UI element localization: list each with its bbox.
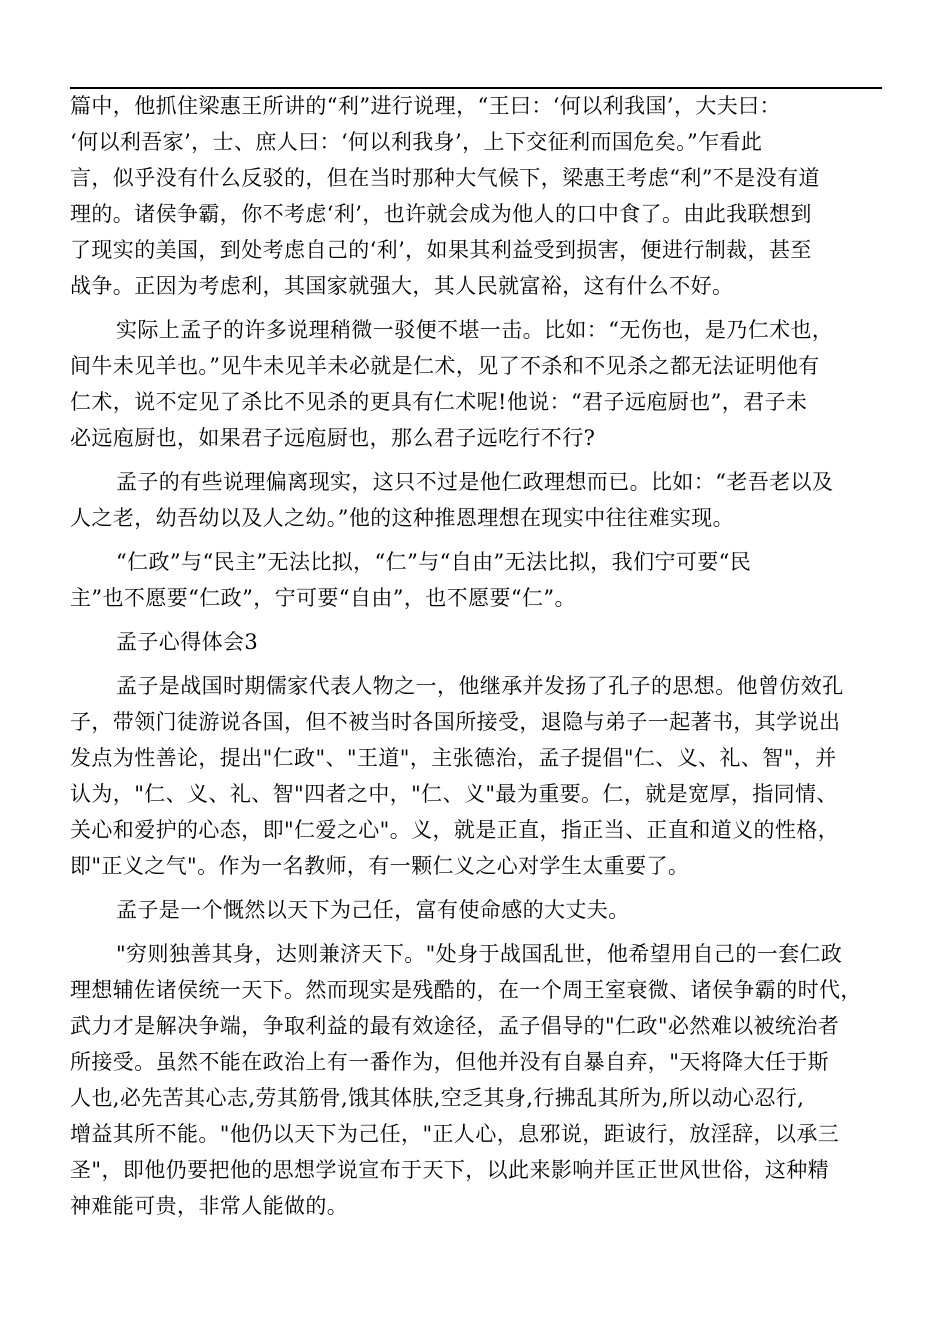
text-line: 武力才是解决争端，争取利益的最有效途径，孟子倡导的"仁政"必然难以被统治者 <box>70 1014 840 1038</box>
text-line: 篇中，他抓住梁惠王所讲的“利”进行说理，“王曰：‘何以利我国’，大夫曰： <box>70 94 781 118</box>
text-line: 增益其所不能。"他仍以天下为己任，"正人心，息邪说，距诐行，放淫辞，以承三 <box>70 1122 840 1146</box>
text-line: 圣"，即他仍要把他的思想学说宣布于天下，以此来影响并匡正世风世俗，这种精 <box>70 1158 830 1182</box>
text-line: 理想辅佐诸侯统一天下。然而现实是残酷的，在一个周王室衰微、诸侯争霸的时代， <box>70 978 862 1002</box>
text-line: 神难能可贵，非常人能做的。 <box>70 1194 349 1218</box>
text-line: 人也,必先苦其心志,劳其筋骨,饿其体肤,空乏其身,行拂乱其所为,所以动心忍行, <box>70 1086 805 1110</box>
text-line: 实际上孟子的许多说理稍微一驳便不堪一击。比如：“无伤也，是乃仁术也， <box>116 318 834 342</box>
text-line: 认为，"仁、义、礼、智"四者之中，"仁、义"最为重要。仁，就是宽厚，指同情、 <box>70 782 838 806</box>
text-line: 孟子是战国时期儒家代表人物之一，他继承并发扬了孔子的思想。他曾仿效孔 <box>116 674 844 698</box>
body-text <box>70 88 882 1224</box>
text-line: 仁术，说不定见了杀比不见杀的更具有仁术呢!他说：“君子远庖厨也”，君子未 <box>70 390 808 414</box>
text-line: ‘何以利吾家’，士、庶人曰：‘何以利我身’，上下交征利而国危矣。”乍看此 <box>70 130 763 154</box>
text-line: 人之老，幼吾幼以及人之幼。”他的这种推恩理想在现实中往往难实现。 <box>70 506 735 530</box>
text-line: 孟子是一个慨然以天下为己任，富有使命感的大丈夫。 <box>116 898 630 922</box>
text-line: 孟子的有些说理偏离现实，这只不过是他仁政理想而已。比如：“老吾老以及 <box>116 470 834 494</box>
section-heading: 孟子心得体会3 <box>116 630 259 654</box>
text-line: 发点为性善论，提出"仁政"、"王道"，主张德治，孟子提倡"仁、义、礼、智"，并 <box>70 746 837 770</box>
text-line: 理的。诸侯争霸，你不考虑‘利’，也许就会成为他人的口中食了。由此我联想到 <box>70 202 812 226</box>
text-line: “仁政”与“民主”无法比拟，“仁”与“自由”无法比拟，我们宁可要“民 <box>116 550 752 574</box>
text-line: 关心和爱护的心态，即"仁爱之心"。义，就是正直，指正当、正直和道义的性格， <box>70 818 840 842</box>
text-line: 所接受。虽然不能在政治上有一番作为，但他并没有自暴自弃，"天将降大任于斯 <box>70 1050 830 1074</box>
text-line: 言，似乎没有什么反驳的，但在当时那种大气候下，梁惠王考虑“利”不是没有道 <box>70 166 820 190</box>
text-line: 间牛未见羊也。”见牛未见羊未必就是仁术，见了不杀和不见杀之都无法证明他有 <box>70 354 820 378</box>
text-line: 即"正义之气"。作为一名教师，有一颗仁义之心对学生太重要了。 <box>70 854 690 878</box>
text-line: 子，带领门徒游说各国，但不被当时各国所接受，退隐与弟子一起著书，其学说出 <box>70 710 841 734</box>
text-line: "穷则独善其身，达则兼济天下。"处身于战国乱世，他希望用自己的一套仁政 <box>116 942 843 966</box>
text-line: 主”也不愿要“仁政”，宁可要“自由”，也不愿要“仁”。 <box>70 586 576 610</box>
text-line: 战争。正因为考虑利，其国家就强大，其人民就富裕，这有什么不好。 <box>70 274 734 298</box>
text-line: 必远庖厨也，如果君子远庖厨也，那么君子远吃行不行? <box>70 426 596 450</box>
text-line: 了现实的美国，到处考虑自己的‘利’，如果其利益受到损害，便进行制裁，甚至 <box>70 238 812 262</box>
